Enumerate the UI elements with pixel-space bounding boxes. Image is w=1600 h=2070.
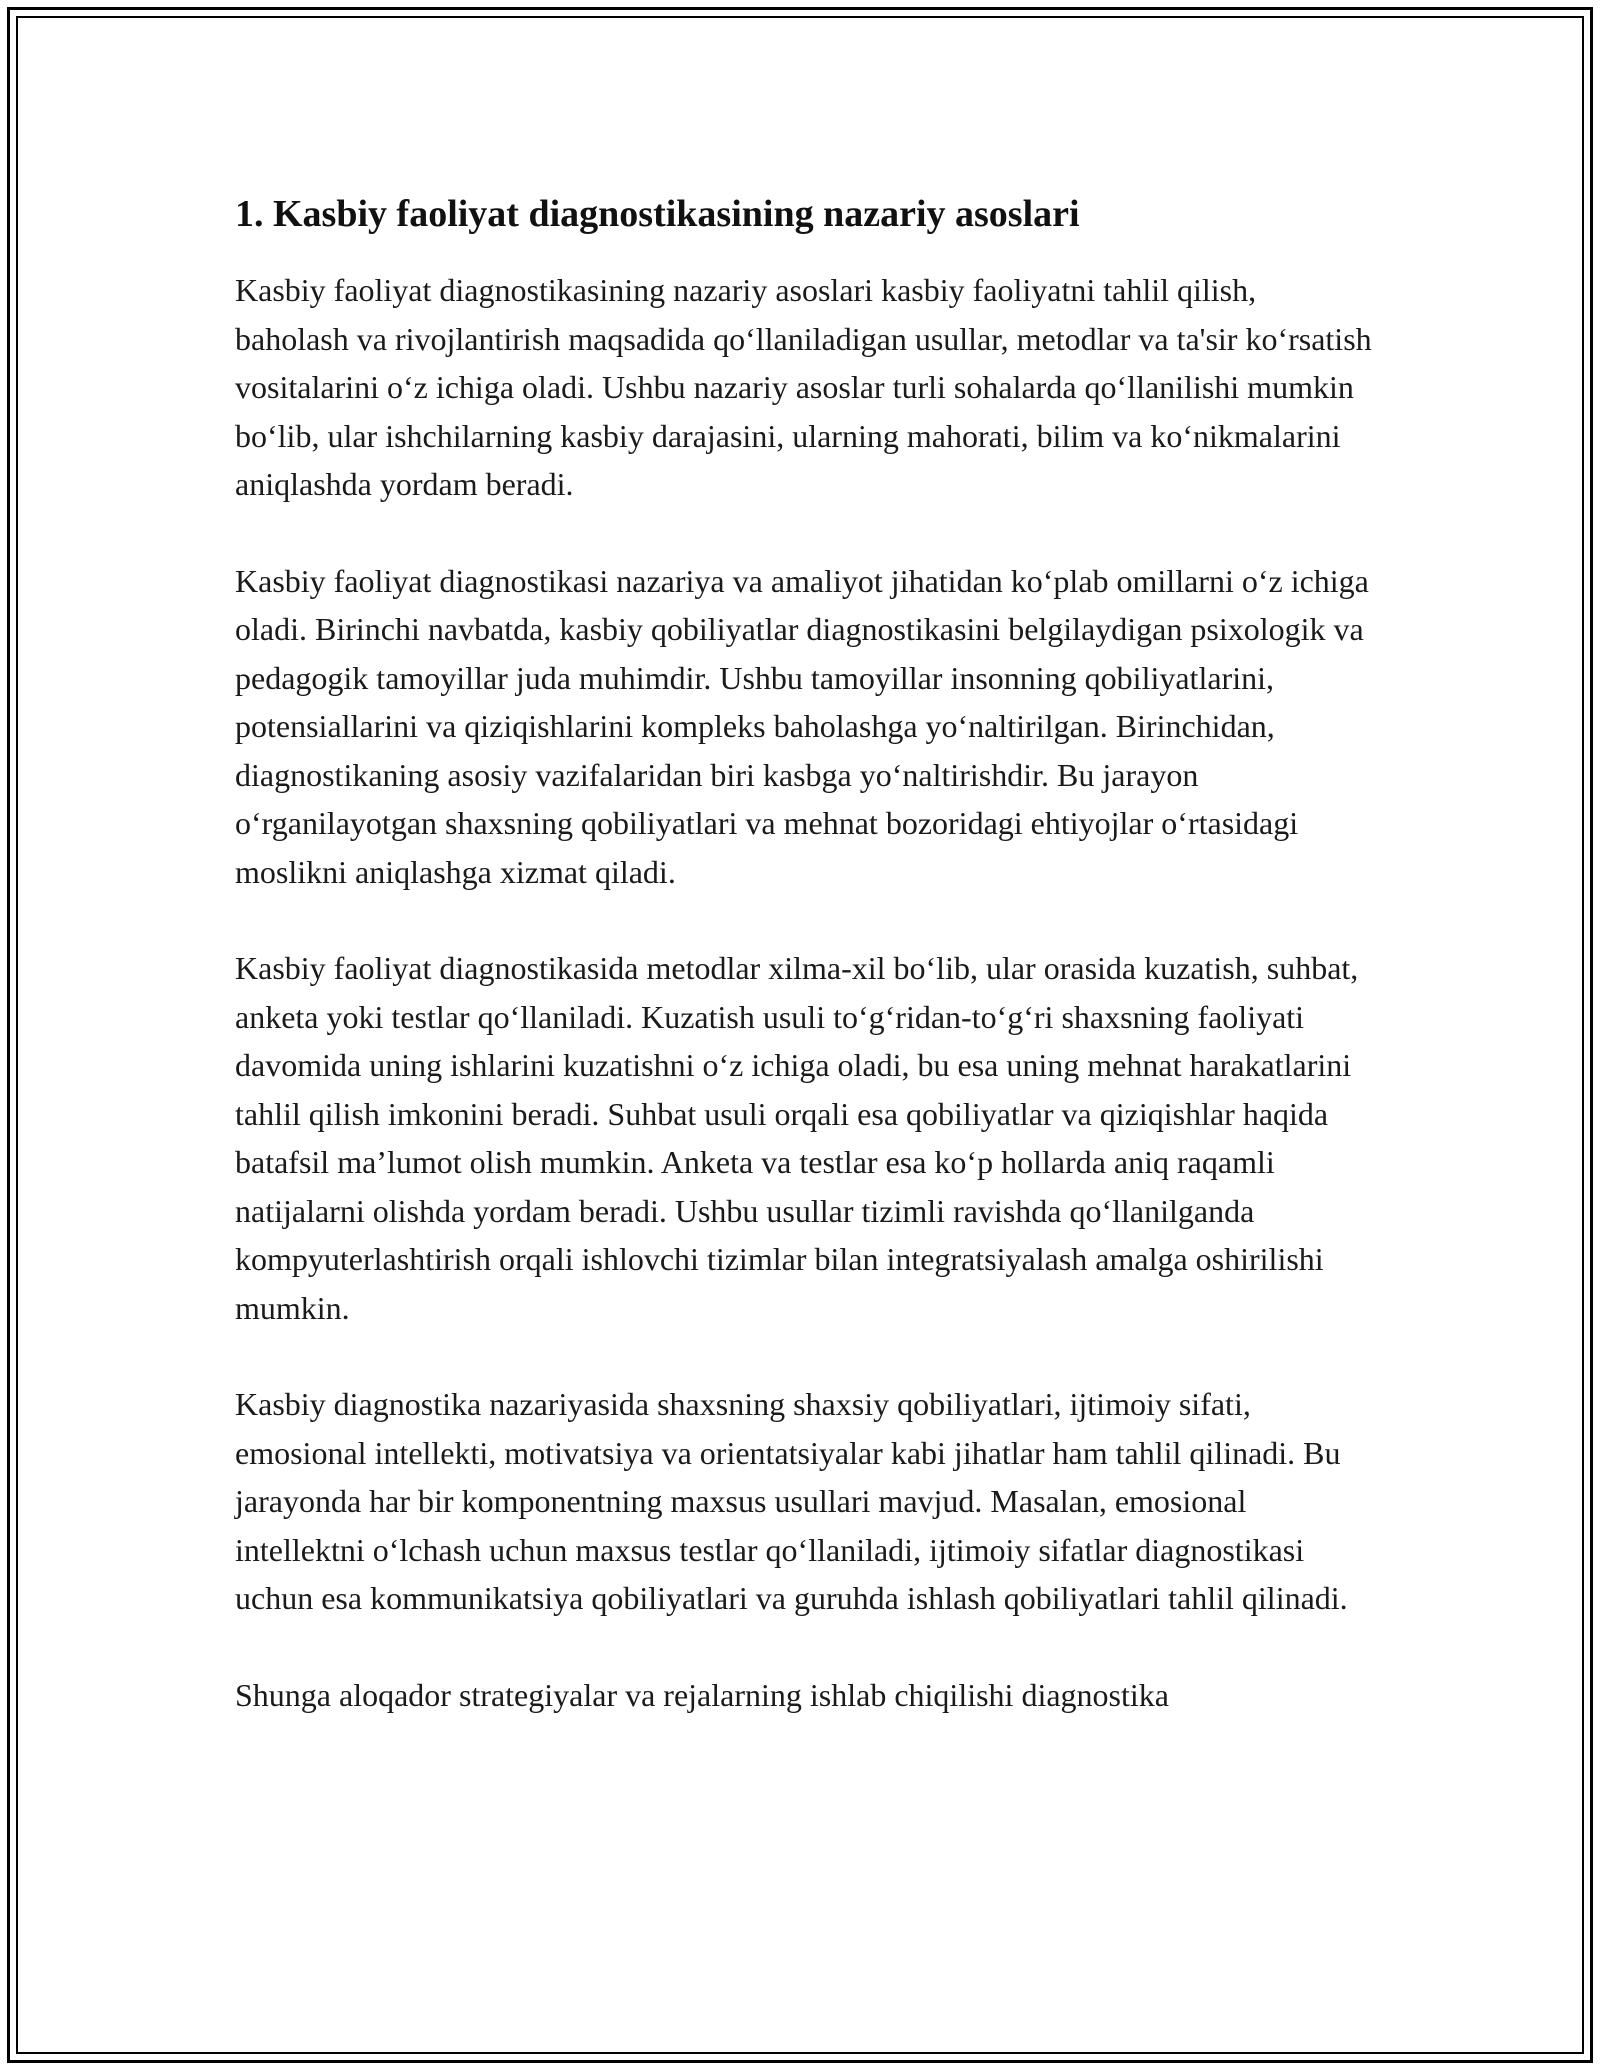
- section-heading: 1. Kasbiy faoliyat diagnostikasining nazariy asoslari: [235, 193, 1080, 235]
- paragraph-1: Kasbiy faoliyat diagnostikasining nazariy asoslari kasbiy faoliyatni tahlil qilish, baholash va rivojlantirish maqsadida qo‘llaniladigan usullar, metodlar va ta'sir ko‘rsatish vositalarini o‘z ichiga oladi. Ushbu nazariy asoslar turli sohalarda qo‘llanilishi mumkin bo‘lib, ular ishchilarning kasbiy darajasini, ularning mahorati, bilim va ko‘nikmalarini aniqlashda yordam beradi.: [235, 272, 1372, 502]
- document-body: [235, 190, 1375, 1767]
- paragraph-3: Kasbiy faoliyat diagnostikasida metodlar xilma-xil bo‘lib, ular orasida kuzatish, suhbat, anketa yoki testlar qo‘llaniladi. Kuzatish usuli to‘g‘ridan-to‘g‘ri shaxsning faoliyati davomida uning ishlarini kuzatishni o‘z ichiga oladi, bu esa uning mehnat harakatlarini tahlil qilish imkonini beradi. Suhbat usuli orqali esa qobiliyatlar va qiziqishlar haqida batafsil ma’lumot olish mumkin. Anketa va testlar esa ko‘p hollarda aniq raqamli natijalarni olishda yordam beradi. Ushbu usullar tizimli ravishda qo‘llanilganda kompyuterlashtirish orqali ishlovchi tizimlar bilan integratsiyalash amalga oshirilishi mumkin.: [235, 950, 1359, 1326]
- paragraph-2: Kasbiy faoliyat diagnostikasi nazariya va amaliyot jihatidan ko‘plab omillarni o‘z ichiga oladi. Birinchi navbatda, kasbiy qobiliyatlar diagnostikasini belgilaydigan psixologik va pedagogik tamoyillar juda muhimdir. Ushbu tamoyillar insonning qobiliyatlarini, potensiallarini va qiziqishlarini kompleks baholashga yo‘naltirilgan. Birinchidan, diagnostikaning asosiy vazifalaridan biri kasbga yo‘naltirishdir. Bu jarayon o‘rganilayotgan shaxsning qobiliyatlari va mehnat bozoridagi ehtiyojlar o‘rtasidagi moslikni aniqlashga xizmat qiladi.: [235, 562, 1369, 890]
- paragraph-4: Kasbiy diagnostika nazariyasida shaxsning shaxsiy qobiliyatlari, ijtimoiy sifati, emosional intellekti, motivatsiya va orientatsiyalar kabi jihatlar ham tahlil qilinadi. Bu jarayonda har bir komponentning maxsus usullari mavjud. Masalan, emosional intellektni o‘lchash uchun maxsus testlar qo‘llaniladi, ijtimoiy sifatlar diagnostikasi uchun esa kommunikatsiya qobiliyatlari va guruhda ishlash qobiliyatlari tahlil qilinadi.: [235, 1386, 1348, 1616]
- paragraph-5: Shunga aloqador strategiyalar va rejalarning ishlab chiqilishi diagnostika: [235, 1676, 1169, 1713]
